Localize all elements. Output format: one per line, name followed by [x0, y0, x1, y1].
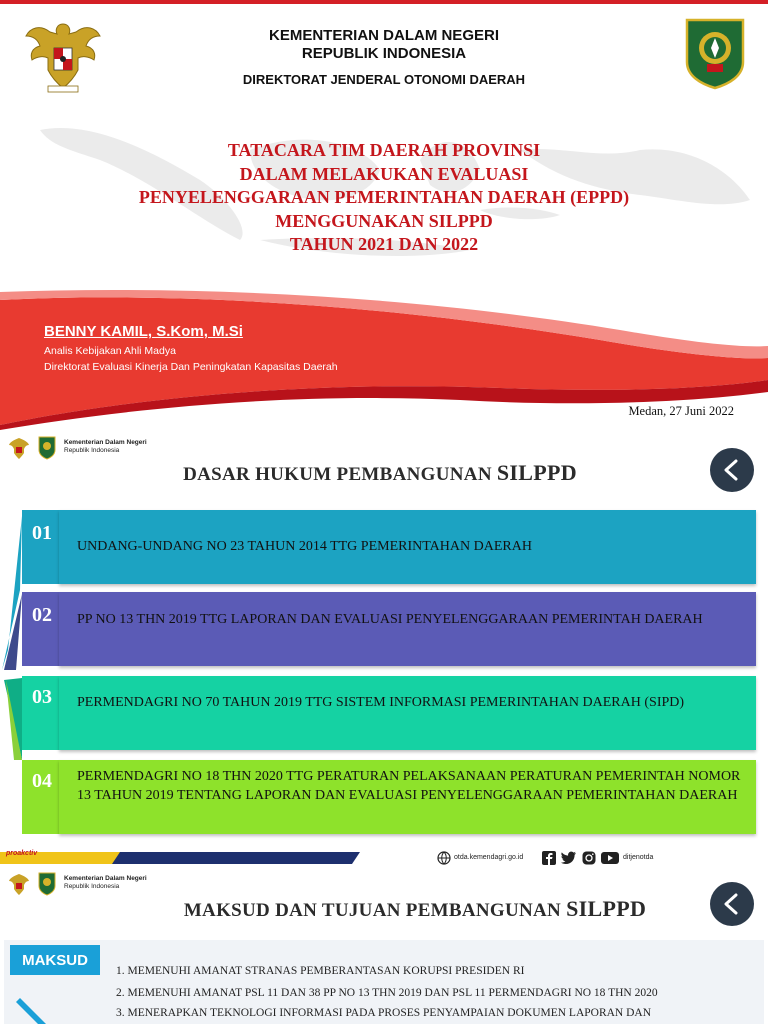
item-number: 02 [32, 604, 52, 626]
list-item: 2. MEMENUHI AMANAT PSL 11 DAN 38 PP NO 13 THN 2019 DAN PSL 11 PERMENDAGRI NO 18 THN 2020 [116, 987, 658, 999]
footer-handle[interactable]: ditjenotda [623, 854, 654, 861]
item-text: PERMENDAGRI NO 18 THN 2020 TTG PERATURAN PELAKSANAAN PERATURAN PEMERINTAH NOMOR 13 TAHUN 2019 TENTANG LAPORAN DAN EVALUASI PENYELENGGARAAN PEMERINTAHAN DAERAH [77, 769, 741, 803]
mini-org-country: Republik Indonesia [64, 447, 120, 454]
purpose-slide [0, 870, 768, 1024]
title-line: PENYELENGGARAAN PEMERINTAHAN DAERAH (EPPD) [138, 187, 630, 207]
chevron-left-icon [722, 459, 742, 481]
back-button[interactable] [710, 448, 754, 492]
item-number: 04 [32, 770, 52, 792]
slide-title-emphasis: SILPPD [496, 460, 577, 485]
item-box [59, 676, 756, 750]
kemendagri-mini-icon [38, 872, 56, 896]
mini-org-name: Kementerian Dalam Negeri [64, 875, 147, 882]
youtube-icon[interactable] [601, 852, 619, 864]
blue-accent-shape [16, 994, 56, 1024]
globe-icon [437, 851, 451, 865]
kemendagri-mini-icon [38, 436, 56, 460]
mini-org-country: Republik Indonesia [64, 883, 120, 890]
speaker-position: Analis Kebijakan Ahli Madya [44, 345, 176, 357]
title-line: TATACARA TIM DAERAH PROVINSI [227, 140, 541, 160]
legal-basis-slide [0, 430, 768, 870]
slide-title-emphasis: SILPPD [566, 896, 647, 921]
slide-title [150, 460, 610, 486]
footer-website[interactable]: otda.kemendagri.go.id [454, 854, 524, 861]
item-number: 03 [32, 686, 52, 708]
place-date: Medan, 27 Juni 2022 [628, 404, 734, 418]
title-line: MENGGUNAKAN SILPPD [275, 211, 493, 231]
title-line: DALAM MELAKUKAN EVALUASI [239, 164, 529, 184]
org-country: REPUBLIK INDONESIA [301, 45, 467, 62]
list-item: 3. MENERAPKAN TEKNOLOGI INFORMASI PADA PROSES PENYAMPAIAN DOKUMEN LAPORAN DAN [116, 1007, 652, 1019]
footer-logo-text: proakctiv [6, 850, 38, 857]
twitter-icon[interactable] [561, 851, 577, 865]
chevron-left-icon [722, 893, 742, 915]
back-button[interactable] [710, 882, 754, 926]
speaker-name: BENNY KAMIL, S.Kom, M.Si [44, 323, 243, 340]
item-text: PP NO 13 THN 2019 TTG LAPORAN DAN EVALUASI PENYELENGGARAAN PEMERINTAH DAERAH [77, 612, 703, 627]
garuda-mini-icon [8, 436, 30, 460]
item-number: 01 [32, 522, 52, 544]
footer-bar [0, 850, 360, 866]
speaker-unit: Direktorat Evaluasi Kinerja Dan Peningkatan Kapasitas Daerah [44, 361, 338, 373]
garuda-mini-icon [8, 872, 30, 896]
facebook-icon[interactable] [542, 851, 556, 865]
item-text: UNDANG-UNDANG NO 23 TAHUN 2014 TTG PEMERINTAHAN DAERAH [77, 539, 532, 554]
slide-title-main: DASAR HUKUM PEMBANGUNAN [183, 464, 497, 485]
title-slide [0, 0, 768, 430]
top-accent-bar [0, 0, 768, 4]
list-item: 1. MEMENUHI AMANAT STRANAS PEMBERANTASAN KORUPSI PRESIDEN RI [116, 965, 525, 977]
instagram-icon[interactable] [582, 851, 596, 865]
item-box [59, 592, 756, 666]
slide-title-main: MAKSUD DAN TUJUAN PEMBANGUNAN [183, 900, 567, 921]
maksud-tag: MAKSUD [10, 945, 100, 975]
mini-org-name: Kementerian Dalam Negeri [64, 439, 147, 446]
org-name: KEMENTERIAN DALAM NEGERI [268, 27, 499, 44]
slide-title [120, 896, 710, 922]
item-text: PERMENDAGRI NO 70 TAHUN 2019 TTG SISTEM INFORMASI PEMERINTAHAN DAERAH (SIPD) [77, 695, 685, 710]
directorate: DIREKTORAT JENDERAL OTONOMI DAERAH [242, 72, 526, 87]
title-line: TAHUN 2021 DAN 2022 [289, 234, 479, 254]
